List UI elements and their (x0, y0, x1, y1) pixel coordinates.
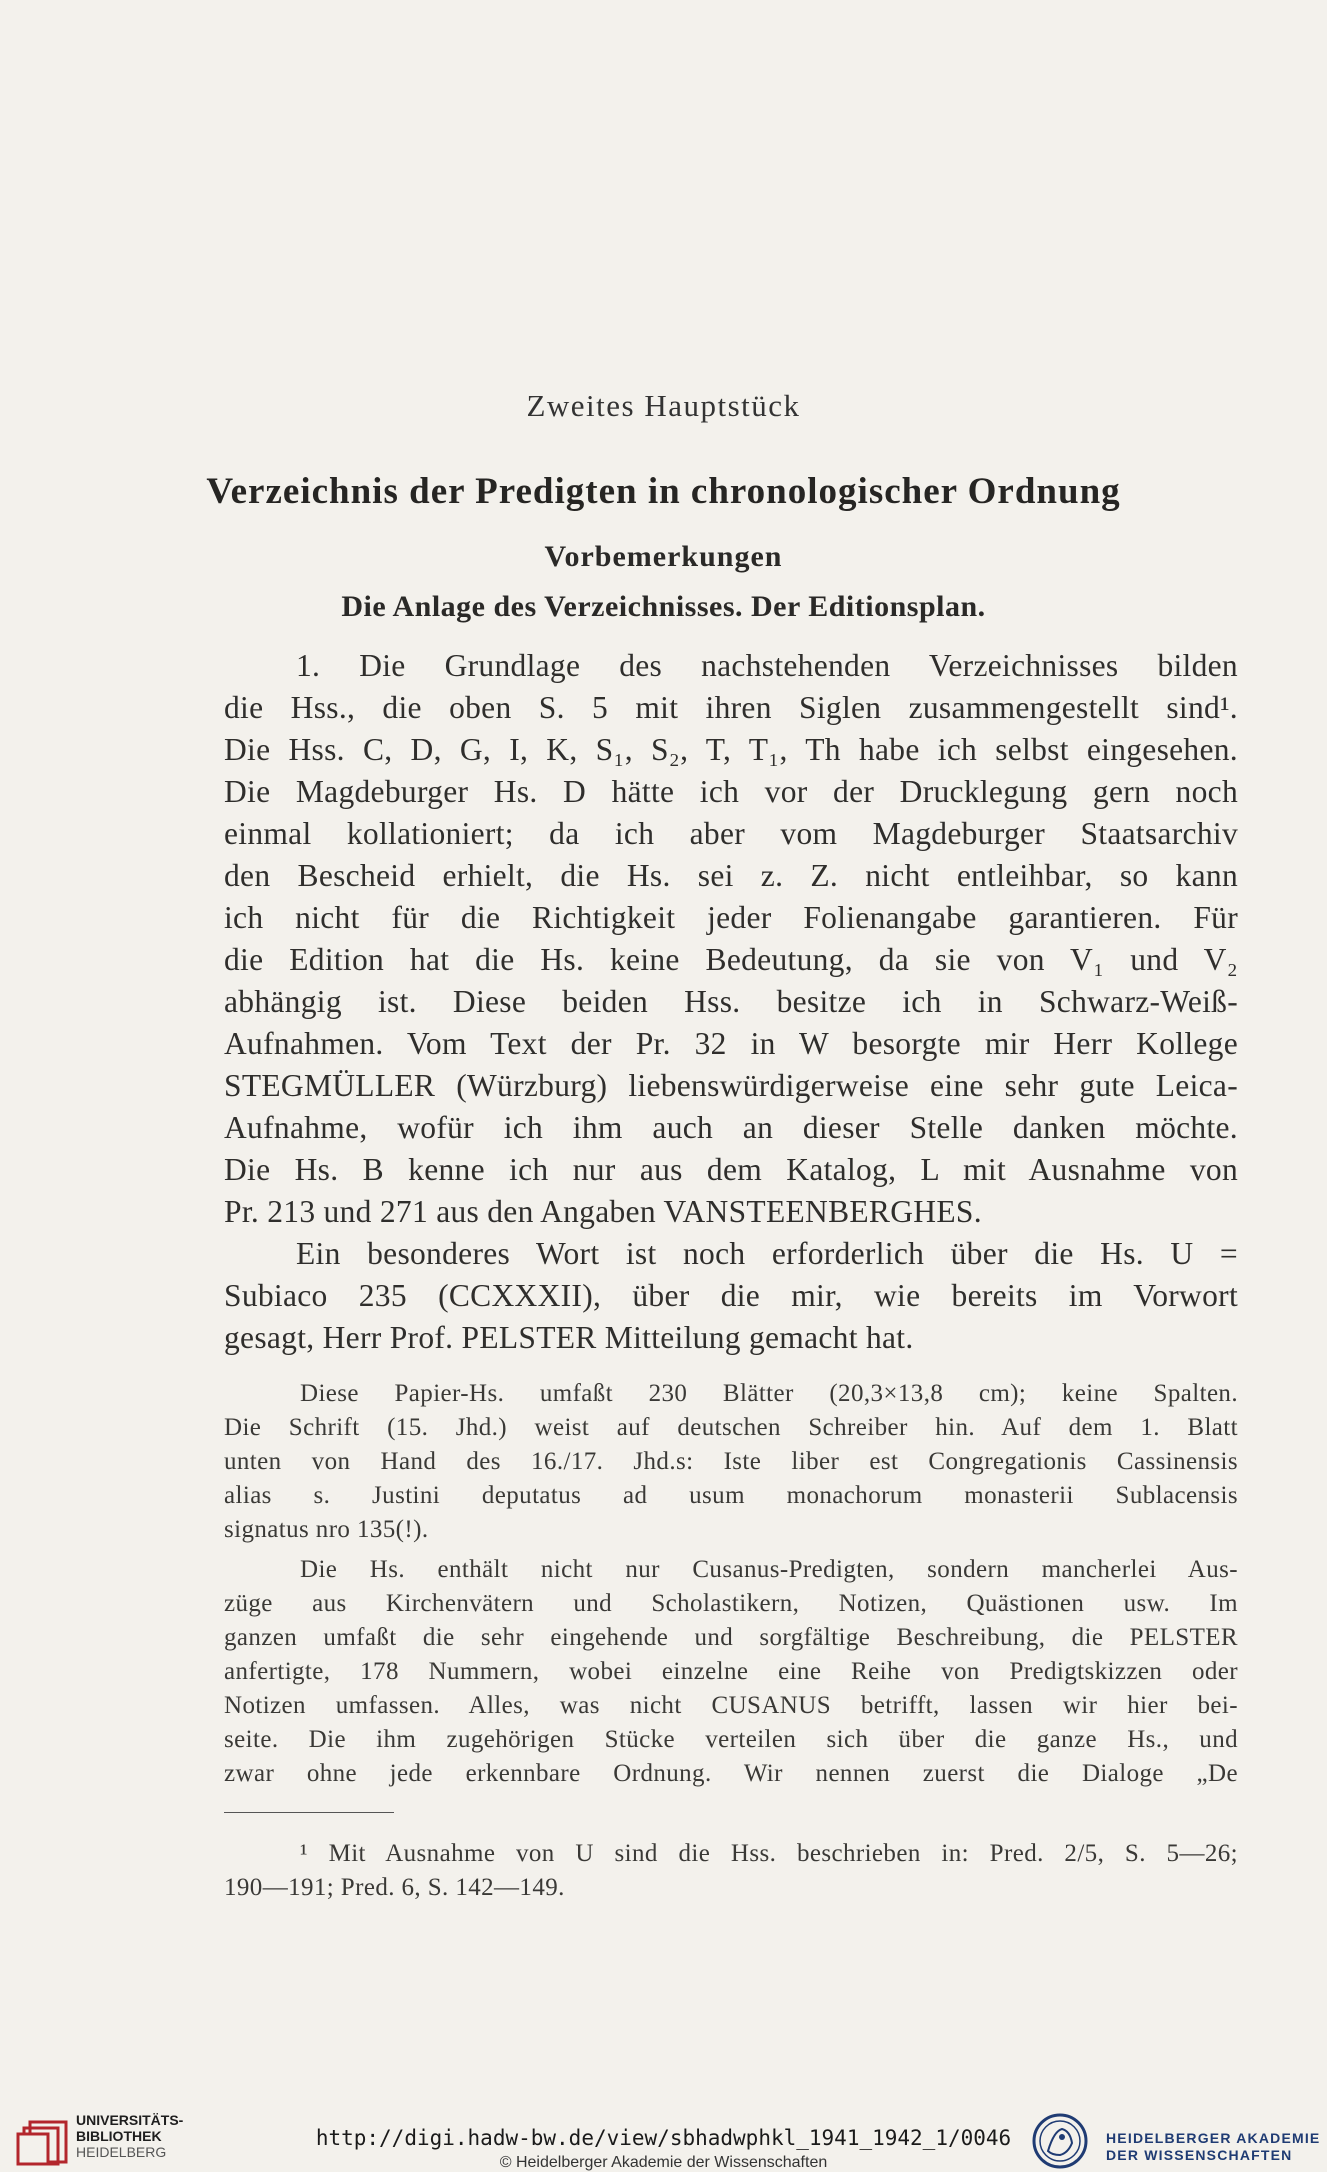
text-line: Die Schrift (15. Jhd.) weist auf deutschen Schreiber hin. Auf dem 1. Blatt (224, 1414, 1238, 1441)
footnote-line: 190—191; Pred. 6, S. 142—149. (224, 1874, 565, 1901)
footnote-divider (224, 1812, 394, 1813)
section-heading: Vorbemerkungen (544, 540, 783, 573)
subsection-heading: Die Anlage des Verzeichnisses. Der Editionsplan. (341, 590, 986, 623)
ub-line: UNIVERSITÄTS- (76, 2112, 184, 2128)
academy-line: DER WISSENSCHAFTEN (1106, 2147, 1293, 2163)
chapter-title: Verzeichnis der Predigten in chronologischer Ordnung (206, 471, 1121, 512)
text-line: Subiaco 235 (CCXXXII), über die mir, wie bereits im Vorwort (224, 1278, 1238, 1313)
text-line: unten von Hand des 16./17. Jhd.s: Iste liber est Congregationis Cassinensis (224, 1448, 1238, 1475)
permalink-url[interactable]: http://digi.hadw-bw.de/view/sbhadwphkl_1941_1942_1/0046 (315, 2126, 1012, 2150)
text-line: ganzen umfaßt die sehr eingehende und sorgfältige Beschreibung, die PELSTER (224, 1624, 1238, 1651)
text-line: zwar ohne jede erkennbare Ordnung. Wir nennen zuerst die Dialoge „De (224, 1760, 1238, 1787)
text-line: signatus nro 135(!). (224, 1516, 429, 1543)
text-line: die Hss., die oben S. 5 mit ihren Siglen zusammengestellt sind¹. (224, 690, 1238, 725)
text-line: abhängig ist. Diese beiden Hss. besitze ich in Schwarz-Weiß- (224, 984, 1238, 1019)
text-line: Aufnahme, wofür ich ihm auch an dieser Stelle danken möchte. (224, 1110, 1238, 1145)
ub-line: HEIDELBERG (76, 2144, 167, 2160)
text-line: anfertigte, 178 Nummern, wobei einzelne eine Reihe von Predigtskizzen oder (224, 1658, 1238, 1685)
text-line: alias s. Justini deputatus ad usum monachorum monasterii Sublacensis (224, 1482, 1238, 1509)
text-line: züge aus Kirchenvätern und Scholastikern, Notizen, Quästionen usw. Im (224, 1590, 1238, 1617)
text-line: Diese Papier-Hs. umfaßt 230 Blätter (20,3×13,8 cm); keine Spalten. (300, 1380, 1238, 1407)
text-line: Die Hss. C, D, G, I, K, S₁, S₂, T, T₁, Th habe ich selbst eingesehen. (224, 732, 1238, 767)
ub-line: BIBLIOTHEK (76, 2128, 162, 2144)
text-line: einmal kollationiert; da ich aber vom Magdeburger Staatsarchiv (224, 816, 1238, 851)
part-heading: Zweites Hauptstück (526, 388, 801, 423)
text-line: seite. Die ihm zugehörigen Stücke verteilen sich über die ganze Hs., und (224, 1726, 1238, 1753)
text-line: Notizen umfassen. Alles, was nicht CUSANUS betrifft, lassen wir hier bei- (224, 1692, 1238, 1719)
text-line: Die Hs. enthält nicht nur Cusanus-Predigten, sondern mancherlei Aus- (300, 1556, 1238, 1583)
footnote-line: ¹ Mit Ausnahme von U sind die Hss. beschrieben in: Pred. 2/5, S. 5—26; (300, 1840, 1238, 1867)
text-line: den Bescheid erhielt, die Hs. sei z. Z. nicht entleihbar, so kann (224, 858, 1238, 893)
academy-line: HEIDELBERGER AKADEMIE (1106, 2130, 1321, 2146)
text-line: Die Hs. B kenne ich nur aus dem Katalog, L mit Ausnahme von (224, 1152, 1238, 1187)
text-line: gesagt, Herr Prof. PELSTER Mitteilung gemacht hat. (224, 1320, 914, 1355)
text-line: Pr. 213 und 271 aus den Angaben VANSTEENBERGHES. (224, 1194, 982, 1229)
text-line: Aufnahmen. Vom Text der Pr. 32 in W besorgte mir Herr Kollege (224, 1026, 1238, 1061)
text-line: Ein besonderes Wort ist noch erforderlich über die Hs. U = (296, 1236, 1238, 1271)
academy-seal-icon (1024, 2113, 1096, 2169)
text-line: 1. Die Grundlage des nachstehenden Verzeichnisses bilden (296, 648, 1238, 683)
text-line: ich nicht für die Richtigkeit jeder Folienangabe garantieren. Für (224, 900, 1238, 935)
academy-wordmark (1106, 2130, 1320, 2164)
text-line: STEGMÜLLER (Würzburg) liebenswürdigerweise eine sehr gute Leica- (224, 1068, 1238, 1103)
text-line: Die Magdeburger Hs. D hätte ich vor der Drucklegung gern noch (224, 774, 1238, 809)
copyright-notice: © Heidelberger Akademie der Wissenschaften (499, 2154, 828, 2171)
text-line: die Edition hat die Hs. keine Bedeutung, da sie von V₁ und V₂ (224, 942, 1238, 977)
